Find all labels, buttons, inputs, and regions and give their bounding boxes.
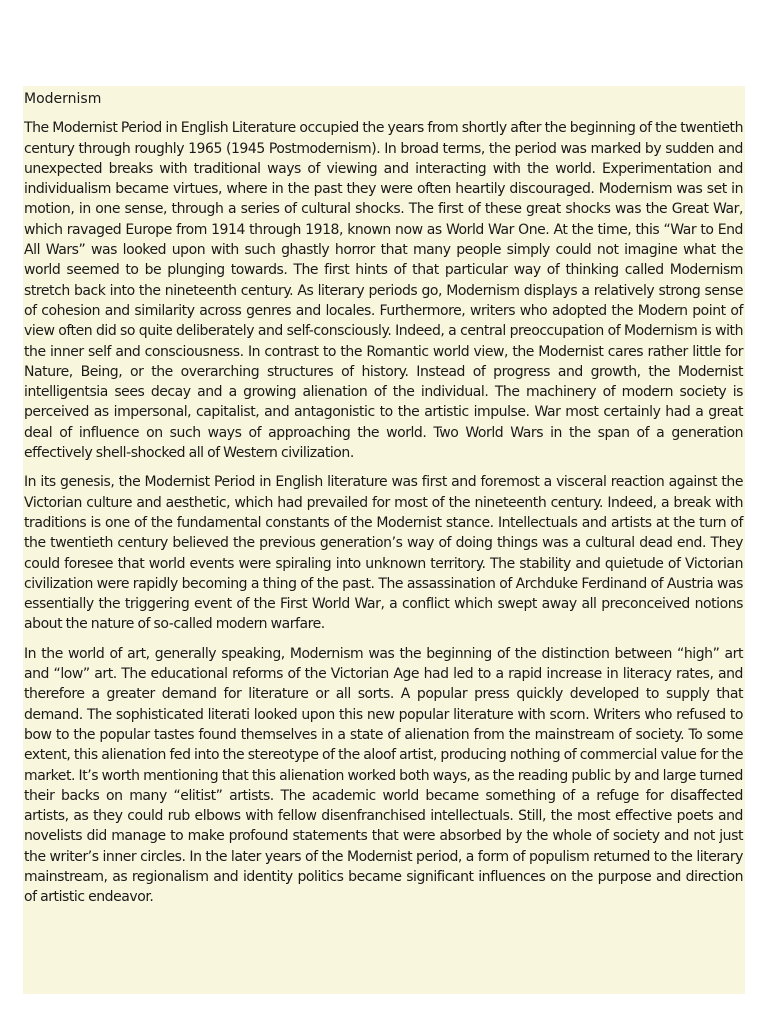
document-title: Modernism — [24, 91, 102, 107]
paragraph-3: In the world of art, generally speaking, Modernism was the beginning of the distinction between “high” art and “low” art. The educational reforms of the Victorian Age had led to a rapid increase in literacy rates, and therefore a greater demand for literature or all sorts. A popular press quickly developed to supply that demand. The sophisticated literati looked upon this new popular literature with scorn. Writers who refused to bow to the popular tastes found themselves in a state of alienation from the mainstream of society. To some extent, this alienation fed into the stereotype of the aloof artist, producing nothing of commercial value for the market. It’s worth mentioning that this alienation worked both ways, as the reading public by and large turned their backs on many “elitist” artists. The academic world became something of a refuge for disaffected artists, as they could rub elbows with fellow disenfranchised intellectuals. Still, the most effective poets and novelists did manage to make profound statements that were absorbed by the whole of society and not just the writer’s inner circles. In the later years of the Modernist period, a form of populism returned to the literary mainstream, as regionalism and identity politics became significant influences on the purpose and direction of artistic endeavor. — [24, 645, 743, 906]
paragraph-1: The Modernist Period in English Literature occupied the years from shortly after the beginning of the twentieth century through roughly 1965 (1945 Postmodernism). In broad terms, the period was marked by sudden and unexpected breaks with traditional ways of viewing and interacting with the world. Experimentation and individualism became virtues, where in the past they were often heartily discouraged. Modernism was set in motion, in one sense, through a series of cultural shocks. The first of these great shocks was the Great War, which ravaged Europe from 1914 through 1918, known now as World War One. At the time, this “War to End All Wars” was looked upon with such ghastly horror that many people simply could not imagine what the world seemed to be plunging towards. The first hints of that particular way of thinking called Modernism stretch back into the nineteenth century. As literary periods go, Modernism displays a relatively strong sense of cohesion and similarity across genres and locales. Furthermore, writers who adopted the Modern point of view often did so quite deliberately and self-consciously. Indeed, a central preoccupation of Modernism is with the inner self and consciousness. In contrast to the Romantic world view, the Modernist cares rather little for Nature, Being, or the overarching structures of history. Instead of progress and growth, the Modernist intelligentsia sees decay and a growing alienation of the individual. The machinery of modern society is perceived as impersonal, capitalist, and antagonistic to the artistic impulse. War most certainly had a great deal of influence on such ways of approaching the world. Two World Wars in the span of a generation effectively shell-shocked all of Western civilization. — [24, 120, 743, 462]
paragraph-2: In its genesis, the Modernist Period in English literature was first and foremost a visceral reaction against the Victorian culture and aesthetic, which had prevailed for most of the nineteenth century. Indeed, a break with traditions is one of the fundamental constants of the Modernist stance. Intellectuals and artists at the turn of the twentieth century believed the previous generation’s way of doing things was a cultural dead end. They could foresee that world events were spiraling into unknown territory. The stability and quietude of Victorian civilization were rapidly becoming a thing of the past. The assassination of Archduke Ferdinand of Austria was essentially the triggering event of the First World War, a conflict which swept away all preconceived notions about the nature of so-called modern warfare. — [24, 474, 743, 633]
document-text-block — [23, 86, 745, 994]
